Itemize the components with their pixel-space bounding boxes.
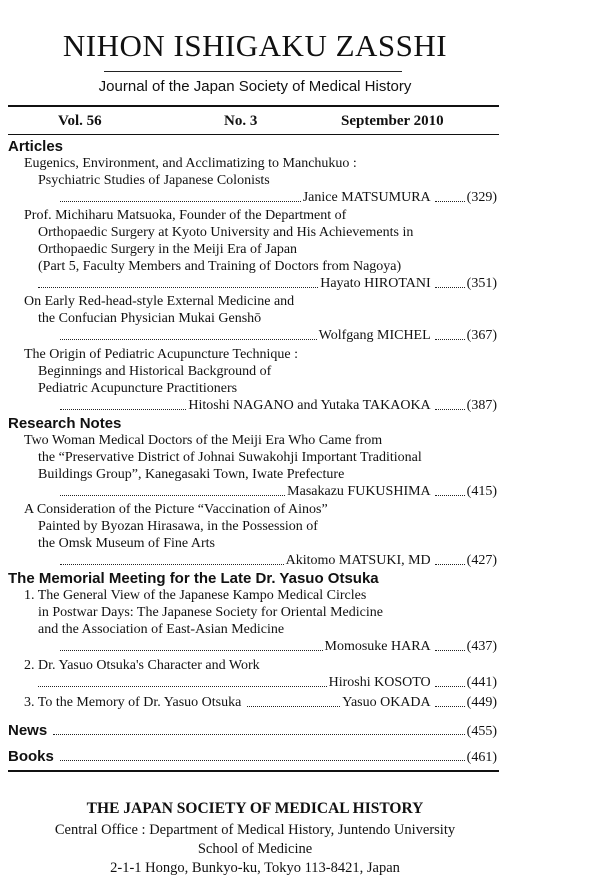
- entry-page-number: (441): [466, 675, 497, 690]
- section-heading-research-notes: Research Notes: [8, 415, 122, 432]
- dot-leader: [60, 760, 465, 761]
- header-top-rule: [8, 105, 499, 107]
- entry-page-number: (351): [466, 276, 497, 291]
- dot-leader: [435, 339, 465, 340]
- header-bottom-rule: [8, 134, 499, 135]
- dot-leader: [53, 734, 464, 735]
- dot-leader: [60, 409, 186, 410]
- office-address-line: School of Medicine: [197, 841, 313, 857]
- entry-title-line: the Omsk Museum of Fine Arts: [38, 536, 215, 551]
- entry-title-line: Buildings Group”, Kanegasaki Town, Iwate Prefecture: [38, 467, 345, 482]
- office-address-line: 2-1-1 Hongo, Bunkyo-ku, Tokyo 113-8421, Japan: [110, 860, 400, 876]
- entry-title-line: the Confucian Physician Mukai Genshō: [38, 311, 262, 326]
- entry-title-line: Beginnings and Historical Background of: [38, 364, 272, 379]
- section-heading-articles: Articles: [8, 138, 64, 155]
- entry-title-line: Prof. Michiharu Matsuoka, Founder of the Department of: [24, 208, 347, 223]
- journal-subtitle: Journal of the Japan Society of Medical History: [98, 78, 412, 95]
- entry-byline: [60, 638, 497, 655]
- office-address-line: Central Office : Department of Medical History, Juntendo University: [54, 822, 456, 838]
- dot-leader: [435, 706, 465, 707]
- entry-title-line: Two Woman Medical Doctors of the Meiji Era Who Came from: [24, 433, 383, 448]
- section-heading-news: News: [8, 722, 48, 739]
- entry-title-line: and the Association of East-Asian Medicine: [38, 622, 285, 637]
- dot-leader: [247, 706, 340, 707]
- entry-page-number: (415): [466, 484, 497, 499]
- dot-leader: [60, 495, 285, 496]
- entry-title-line: (Part 5, Faculty Members and Training of Doctors from Nagoya): [38, 259, 402, 274]
- dot-leader: [60, 201, 301, 202]
- entry-author: Momosuke HARA: [324, 639, 431, 654]
- entry-page-number: (449): [466, 695, 497, 710]
- volume-label: Vol. 56: [58, 113, 102, 129]
- entry-title-line: 3. To the Memory of Dr. Yasuo Otsuka: [24, 695, 242, 710]
- books-row: [8, 748, 497, 765]
- entry-title-line: Eugenics, Environment, and Acclimatizing to Manchukuo :: [24, 156, 357, 171]
- entry-title-line: Orthopaedic Surgery in the Meiji Era of Japan: [38, 242, 298, 257]
- entry-author: Hitoshi NAGANO and Yutaka TAKAOKA: [188, 398, 431, 413]
- title-divider: [104, 71, 402, 72]
- entry-title-line: On Early Red-head-style External Medicine and: [24, 294, 295, 309]
- entry-author: Yasuo OKADA: [342, 695, 431, 710]
- entry-page-number: (427): [466, 553, 497, 568]
- entry-title-line: A Consideration of the Picture “Vaccination of Ainos”: [24, 502, 328, 517]
- entry-page-number: (367): [466, 328, 497, 343]
- dot-leader: [60, 339, 317, 340]
- entry-author: Wolfgang MICHEL: [318, 328, 431, 343]
- entry-title-line: the “Preservative District of Johnai Suwakohji Important Traditional: [38, 450, 422, 465]
- entry-title-line: The Origin of Pediatric Acupuncture Technique :: [24, 347, 299, 362]
- dot-leader: [435, 686, 465, 687]
- entry-byline: [24, 694, 497, 711]
- entry-page-number: (329): [466, 190, 497, 205]
- entry-author: Janice MATSUMURA: [302, 190, 431, 205]
- journal-title: NIHON ISHIGAKU ZASSHI: [62, 28, 448, 63]
- entry-byline: [38, 674, 497, 691]
- entry-byline: [38, 275, 497, 292]
- dot-leader: [60, 564, 284, 565]
- dot-leader: [435, 409, 465, 410]
- issue-date: September 2010: [341, 113, 444, 129]
- entry-page-number: (387): [466, 398, 497, 413]
- entry-title-line: Pediatric Acupuncture Practitioners: [38, 381, 238, 396]
- entry-title-line: in Postwar Days: The Japanese Society for Oriental Medicine: [38, 605, 383, 620]
- issue-number: No. 3: [224, 113, 258, 129]
- dot-leader: [435, 495, 465, 496]
- entry-author: Hiroshi KOSOTO: [328, 675, 431, 690]
- books-page-number: (461): [466, 750, 497, 765]
- entry-page-number: (437): [466, 639, 497, 654]
- news-page-number: (455): [466, 724, 497, 739]
- entry-byline: [60, 397, 497, 414]
- entry-author: Masakazu FUKUSHIMA: [287, 484, 431, 499]
- dot-leader: [38, 287, 318, 288]
- dot-leader: [435, 564, 465, 565]
- entry-title-line: Psychiatric Studies of Japanese Colonists: [38, 173, 270, 188]
- news-row: [8, 722, 497, 739]
- contents-bottom-rule: [8, 770, 499, 772]
- entry-byline: [60, 483, 497, 500]
- entry-byline: [60, 552, 497, 569]
- section-heading-books: Books: [8, 748, 54, 765]
- section-heading-memorial: The Memorial Meeting for the Late Dr. Yasuo Otsuka: [8, 570, 379, 587]
- dot-leader: [60, 650, 323, 651]
- society-name: THE JAPAN SOCIETY OF MEDICAL HISTORY: [86, 800, 424, 817]
- entry-byline: [60, 189, 497, 206]
- entry-title-line: Orthopaedic Surgery at Kyoto University and His Achievements in: [38, 225, 414, 240]
- entry-title-line: 2. Dr. Yasuo Otsuka's Character and Work: [24, 658, 260, 673]
- dot-leader: [435, 287, 465, 288]
- dot-leader: [435, 201, 465, 202]
- dot-leader: [435, 650, 465, 651]
- entry-author: Hayato HIROTANI: [320, 276, 431, 291]
- entry-title-line: 1. The General View of the Japanese Kampo Medical Circles: [24, 588, 367, 603]
- entry-title-line: Painted by Byozan Hirasawa, in the Possession of: [38, 519, 318, 534]
- entry-byline: [60, 327, 497, 344]
- entry-author: Akitomo MATSUKI, MD: [285, 553, 431, 568]
- dot-leader: [38, 686, 327, 687]
